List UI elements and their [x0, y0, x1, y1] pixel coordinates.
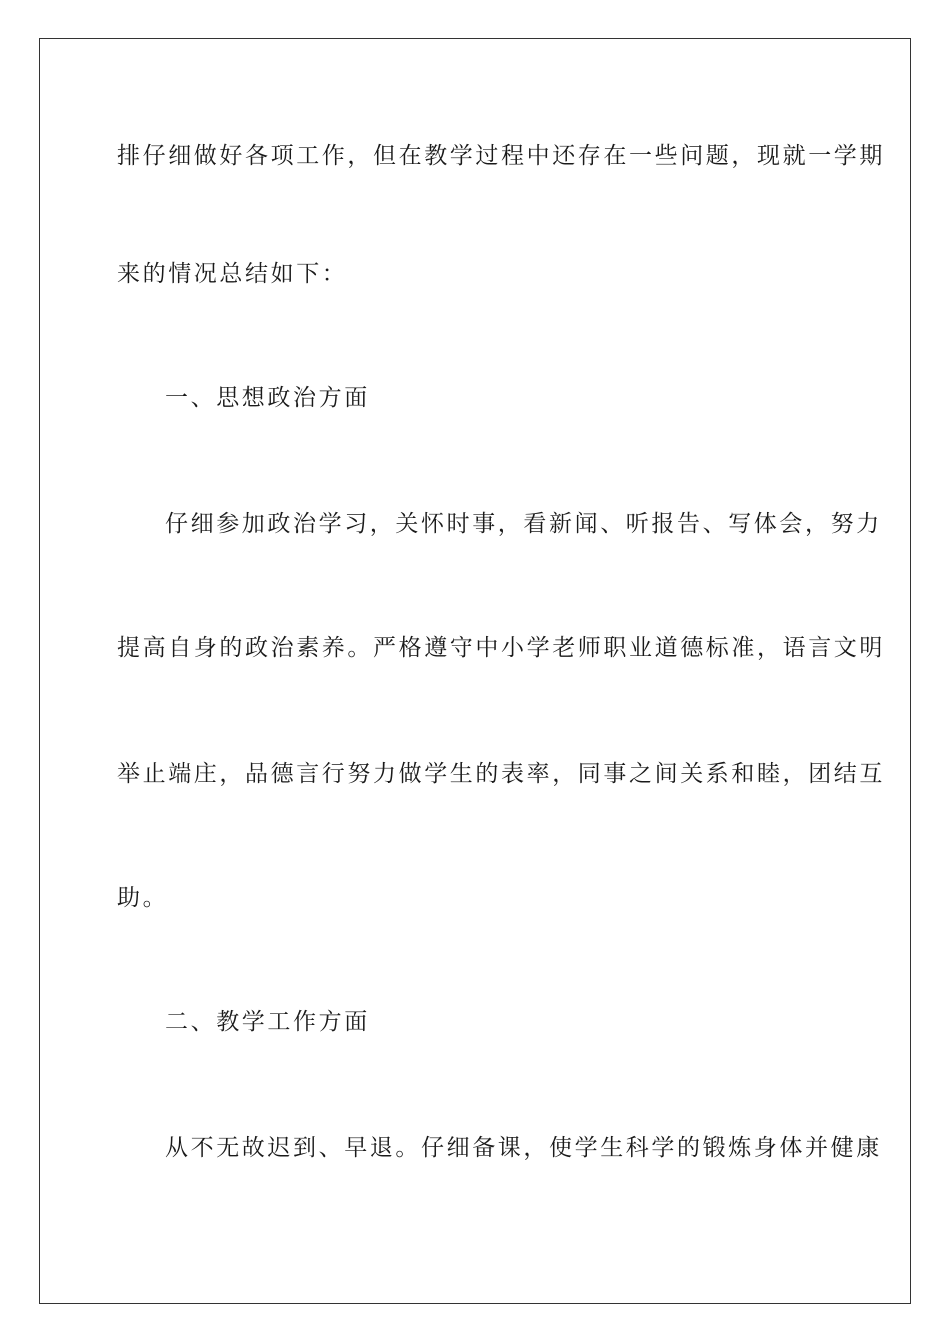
paragraph-line-4: 提高自身的政治素养。严格遵守中小学老师职业道德标准，语言文明 — [117, 635, 885, 661]
section-heading-1: 一、思想政治方面 — [165, 385, 370, 411]
paragraph-line-6: 助。 — [117, 885, 169, 911]
paragraph-line-1: 排仔细做好各项工作，但在教学过程中还存在一些问题，现就一学期 — [117, 143, 885, 169]
paragraph-line-2: 来的情况总结如下： — [117, 261, 348, 287]
paragraph-line-7: 从不无故迟到、早退。仔细备课，使学生科学的锻炼身体并健康 — [165, 1135, 882, 1161]
page-border — [39, 38, 911, 1304]
paragraph-line-5: 举止端庄，品德言行努力做学生的表率，同事之间关系和睦，团结互 — [117, 761, 885, 787]
paragraph-line-3: 仔细参加政治学习，关怀时事，看新闻、听报告、写体会，努力 — [165, 511, 882, 537]
section-heading-2: 二、教学工作方面 — [165, 1009, 370, 1035]
